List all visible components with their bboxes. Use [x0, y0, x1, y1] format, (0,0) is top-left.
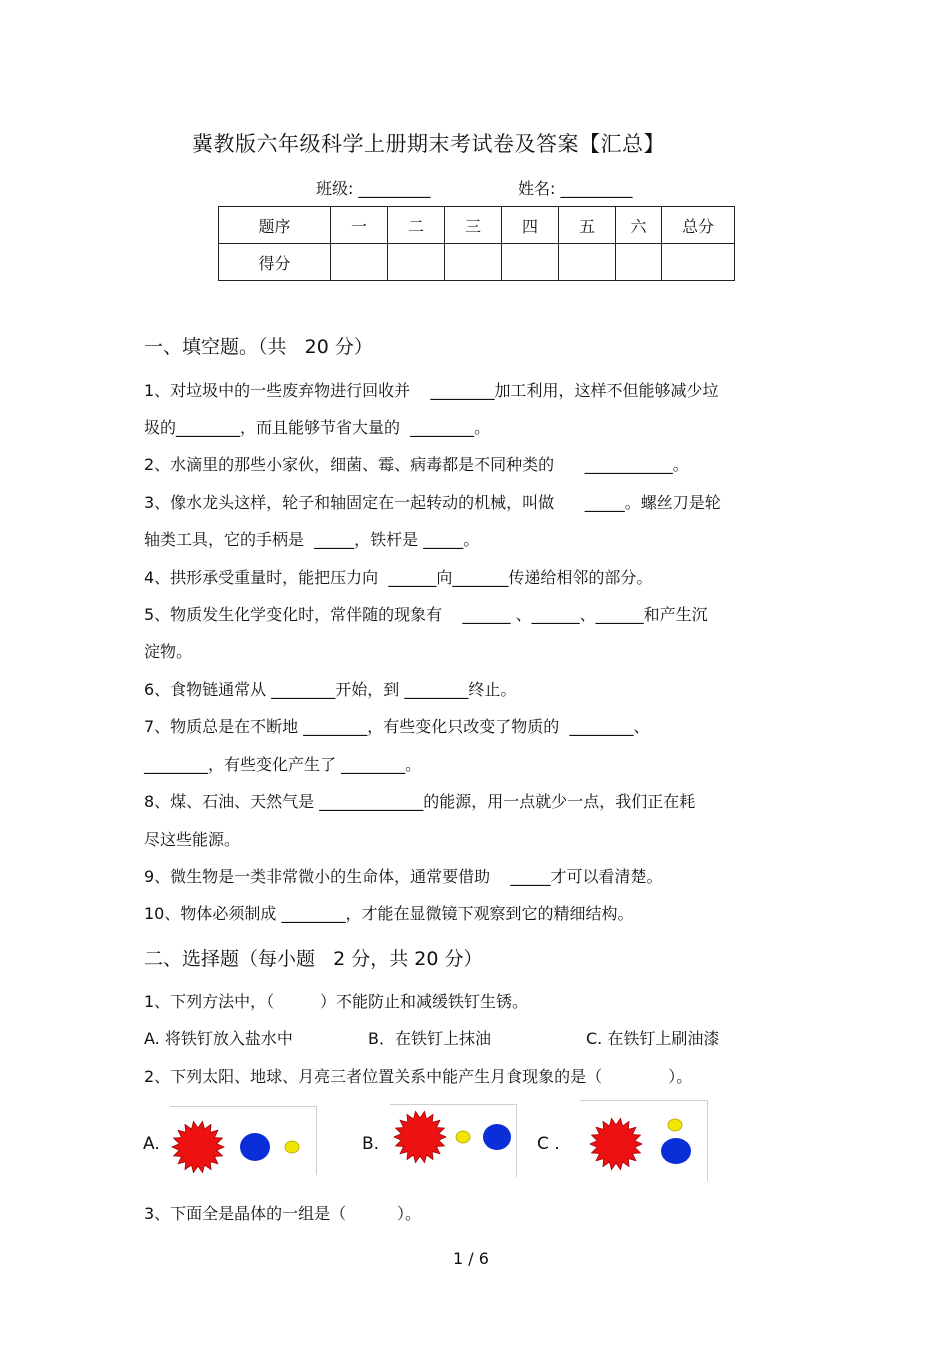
- table-cell: [662, 244, 735, 281]
- option-b-diagram: [390, 1104, 517, 1177]
- question-line: 3、下面全是晶体的一组是（ ）。: [144, 1204, 422, 1223]
- score-table-score-row: [219, 244, 735, 281]
- question-line: 尽这些能源。: [144, 830, 241, 849]
- option-a-diagram: [170, 1106, 317, 1175]
- sun-icon: [590, 1118, 642, 1169]
- option-c-diagram: [580, 1100, 708, 1181]
- table-cell: [388, 244, 445, 281]
- section1-heading: 一、填空题。（共 20 分）: [144, 336, 373, 358]
- sun-icon: [172, 1121, 224, 1172]
- question-line: 1、对垃圾中的一些废弃物进行回收并 ________加工利用，这样不但能够减少垃: [144, 381, 719, 400]
- table-cell: 六: [616, 207, 662, 244]
- table-cell: 三: [445, 207, 502, 244]
- page-title: 冀教版六年级科学上册期末考试卷及答案【汇总】: [192, 132, 665, 156]
- table-cell: [445, 244, 502, 281]
- question-line: 9、微生物是一类非常微小的生命体，通常要借助 _____才可以看清楚。: [144, 867, 663, 886]
- question-line: 7、物质总是在不断地 ________，有些变化只改变了物质的 ________、: [144, 717, 650, 736]
- question-line: ________，有些变化产生了 ________。: [144, 755, 422, 774]
- table-cell: 一: [331, 207, 388, 244]
- option-b-label: B.: [362, 1134, 380, 1154]
- table-cell: [502, 244, 559, 281]
- option-c-label: C .: [537, 1134, 560, 1154]
- earth-icon: [661, 1138, 691, 1164]
- question-line: 2、水滴里的那些小家伙，细菌、霉、病毒都是不同种类的 ___________。: [144, 455, 689, 474]
- option-a-label: A.: [143, 1134, 160, 1154]
- name-field: 姓名: _________: [518, 179, 633, 198]
- table-cell: 得分: [219, 244, 331, 281]
- table-cell: [616, 244, 662, 281]
- table-cell: [331, 244, 388, 281]
- class-field: 班级: _________: [316, 179, 431, 198]
- sun-icon: [394, 1111, 446, 1162]
- moon-icon: [456, 1131, 470, 1143]
- table-cell: 五: [559, 207, 616, 244]
- score-table: [218, 206, 735, 281]
- question-line: 3、像水龙头这样，轮子和轴固定在一起转动的机械，叫做 _____。螺丝刀是轮: [144, 493, 721, 512]
- question-line: 淀物。: [144, 642, 193, 661]
- question-line: 圾的________，而且能够节省大量的 ________。: [144, 418, 491, 437]
- question-line: 5、物质发生化学变化时，常伴随的现象有 ______ 、______、______和产生沉: [144, 605, 708, 624]
- section2-heading: 二、选择题（每小题 2 分，共 20 分）: [144, 948, 483, 970]
- score-table-header-row: [219, 207, 735, 244]
- question-line: 1、下列方法中，（ ）不能防止和减缓铁钉生锈。: [144, 992, 528, 1011]
- earth-icon: [240, 1133, 270, 1161]
- question-line: 轴类工具，它的手柄是 _____，铁杆是 _____。: [144, 530, 480, 549]
- table-cell: 四: [502, 207, 559, 244]
- option-a-svg: [170, 1107, 316, 1175]
- earth-icon: [483, 1124, 511, 1150]
- table-cell: 题序: [219, 207, 331, 244]
- moon-icon: [668, 1119, 682, 1131]
- question-line: 4、拱形承受重量时，能把压力向 ______向_______传递给相邻的部分。: [144, 568, 653, 587]
- table-cell: 二: [388, 207, 445, 244]
- option-b: B．在铁钉上抹油: [368, 1029, 491, 1048]
- table-cell: 总分: [662, 207, 735, 244]
- option-b-svg: [390, 1105, 516, 1177]
- option-c: C. 在铁钉上刷油漆: [586, 1029, 720, 1048]
- option-c-svg: [580, 1101, 707, 1181]
- moon-icon: [285, 1141, 299, 1153]
- table-cell: [559, 244, 616, 281]
- question-line: 6、食物链通常从 ________开始，到 ________终止。: [144, 680, 517, 699]
- question-line: 2、下列太阳、地球、月亮三者位置关系中能产生月食现象的是（ ）。: [144, 1067, 693, 1086]
- question-line: 8、煤、石油、天然气是 _____________的能源，用一点就少一点，我们正在耗: [144, 792, 696, 811]
- page-number: 1 / 6: [453, 1249, 489, 1268]
- question-line: 10、物体必须制成 ________，才能在显微镜下观察到它的精细结构。: [144, 904, 634, 923]
- option-a: A. 将铁钉放入盐水中: [144, 1029, 293, 1048]
